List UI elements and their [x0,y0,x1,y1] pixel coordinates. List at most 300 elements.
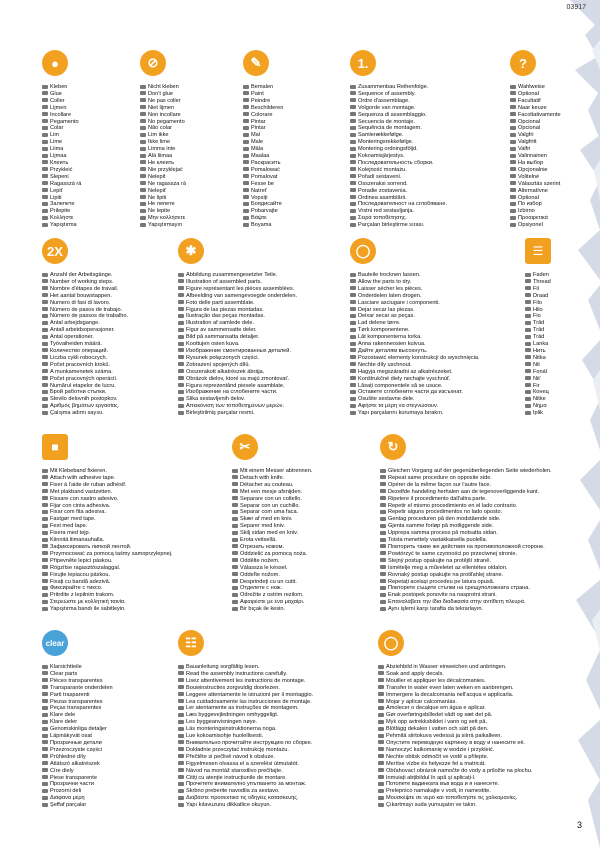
translation-line [510,84,580,91]
language-flag-icon [178,747,184,751]
translation-text: Desprindeți cu un cutit. [240,578,297,585]
language-flag-icon [42,348,48,352]
language-flag-icon [525,300,531,304]
section-decals [378,630,568,809]
language-flag-icon [380,600,386,604]
translation-text: Valgfri [518,132,534,139]
translation-text: Figur av sammensatte deler. [186,327,257,334]
translation-line [42,146,137,153]
translation-text: Yapıştırma [50,222,77,229]
language-flag-icon [42,188,48,192]
language-flag-icon [350,279,356,283]
translation-text: Боядисайте [251,201,282,208]
translation-line [525,410,575,417]
translation-line [510,119,580,126]
language-flag-icon [232,503,238,507]
language-flag-icon [525,411,531,415]
cut-lines [232,468,357,613]
language-flag-icon [243,216,249,220]
translation-text: Optional [518,194,539,201]
translation-text: Clear parts [50,670,78,677]
translation-line [178,705,373,712]
language-flag-icon [350,348,356,352]
language-flag-icon [178,685,184,689]
language-flag-icon [42,796,48,800]
translation-text: Przymocować za pomocą taśmy samoprzylepnej. [50,550,173,557]
article-number: 03917 [566,4,586,11]
language-flag-icon [42,383,48,387]
translation-text: Oddeľte nožom. [240,571,280,578]
language-flag-icon [178,761,184,765]
translation-text: Konštrukčné diely nechajte vyschnúť. [358,375,451,382]
decals-lines [378,664,568,809]
translation-text: Pomalować [251,166,280,173]
translation-line [525,383,575,390]
language-flag-icon [525,321,531,325]
translation-text: Erota veitsellä. [240,537,277,544]
language-flag-icon [525,397,531,401]
translation-line [510,181,580,188]
glue-lines [42,84,137,229]
translation-line [380,516,580,523]
language-flag-icon [510,133,516,137]
translation-text: Lăsați componentele să se usuce. [358,382,443,389]
language-flag-icon [350,167,356,171]
translation-text: Bauanleitung sorgfältig lesen. [186,664,260,670]
translation-text: Lad delene tørre. [358,320,401,327]
language-flag-icon [42,586,48,590]
language-flag-icon [42,376,48,380]
translation-text: Separar com uma faca. [240,509,299,516]
translation-line [243,174,338,181]
translation-line [178,348,363,355]
translation-text: Draad [533,292,549,299]
translation-line [525,362,575,369]
translation-text: Átlátszó alkatrészek [50,760,100,767]
translation-line [178,768,373,775]
language-flag-icon [350,293,356,297]
translation-line [350,341,520,348]
translation-text: Lim ikke [148,132,169,139]
translation-text: Onderdelen laten drogen. [358,292,422,299]
translation-text: Thread [533,278,551,285]
translation-line [178,376,363,383]
language-flag-icon [42,195,48,199]
translation-text: Nechte díly uschnout. [358,361,412,368]
translation-text: Liima [50,146,64,153]
language-flag-icon [378,740,384,744]
translation-line [42,475,227,482]
language-flag-icon [42,538,48,542]
translation-text: Fest med tape. [50,523,88,530]
translation-text: Illustration af samlede dele. [186,320,255,327]
language-flag-icon [178,362,184,366]
translation-text: Toista menettely vastakkaisella puolella. [388,537,488,544]
translation-text: Конец [533,389,549,396]
language-flag-icon [243,223,249,227]
section-read-instructions [178,630,373,809]
translation-line [42,544,227,551]
translation-text: Pintar [251,125,266,132]
translation-text: Внимательно прочитайте инструкцию по сборке. [186,739,313,746]
language-flag-icon [350,390,356,394]
translation-text: Ne ragassza rá [148,180,186,187]
translation-line [178,334,363,341]
translation-text: Lasciare asciugare i componenti. [358,299,440,306]
language-flag-icon [525,314,531,318]
language-flag-icon [243,209,249,213]
translation-line [350,313,520,320]
translation-text: Poradie zostavenia. [358,187,408,194]
translation-line [178,699,373,706]
language-flag-icon [42,397,48,401]
language-flag-icon [178,376,184,380]
language-flag-icon [178,300,184,304]
translation-line [178,389,363,396]
translation-text: Στερεώστε με κολλητική ταινία. [50,599,126,606]
translation-text: Bild på sammansatta detaljer. [186,334,260,341]
language-flag-icon [378,761,384,765]
language-flag-icon [42,475,48,479]
translation-text: Mit einem Messer abtrennen. [240,468,313,474]
language-flag-icon [350,181,356,185]
translation-line [525,313,575,320]
section-dry [350,238,520,417]
translation-line [350,369,520,376]
translation-text: Последовательность сборки. [358,159,434,166]
language-flag-icon [232,510,238,514]
language-flag-icon [510,223,516,227]
translation-text: Ordre d'assemblage. [358,97,410,104]
translation-text: Upprepa samma process på motsatta sidan. [388,530,498,537]
translation-text: Illustration of assembled parts. [186,278,262,285]
language-flag-icon [243,174,249,178]
language-flag-icon [380,538,386,542]
translation-line [510,174,580,181]
translation-line [42,215,137,222]
language-flag-icon [42,558,48,562]
translation-text: Απεικόνιση των τοποθετημένων μερών. [186,403,284,410]
language-flag-icon [42,362,48,366]
language-flag-icon [178,665,184,669]
translation-line [178,362,363,369]
language-flag-icon [178,734,184,738]
language-flag-icon [42,713,48,717]
language-flag-icon [350,355,356,359]
translation-line [243,208,338,215]
translation-line [510,215,580,222]
translation-text: Mojar y aplicar calcomanías. [386,698,457,705]
language-flag-icon [350,383,356,387]
language-flag-icon [140,202,146,206]
translation-line [350,272,520,279]
translation-line [380,592,580,599]
language-flag-icon [380,565,386,569]
language-flag-icon [378,754,384,758]
language-flag-icon [42,517,48,521]
translation-text: Rovnaký postup opakujte na protiľahlej strane. [388,571,504,578]
translation-text: Mal [251,132,261,139]
translation-text: Montering ordningsföljd. [358,146,418,153]
language-flag-icon [378,775,384,779]
translation-line [350,286,520,293]
language-flag-icon [178,390,184,394]
language-flag-icon [42,91,48,95]
translation-line [380,475,580,482]
language-flag-icon [350,376,356,380]
translation-text: Přečtěte si pečlivě návod k obsluze. [186,753,275,760]
translation-text: Nelepit [148,173,166,180]
translation-line [140,181,235,188]
language-flag-icon [380,475,386,479]
translation-text: Število delovnih postopkov. [50,396,118,403]
translation-text: Piezas transparentes [50,698,103,705]
translation-text: Kokoamisjärjestys. [358,153,405,160]
translation-line [232,509,357,516]
translation-text: Valgfritt [518,139,537,146]
language-flag-icon [380,544,386,548]
translation-line [243,215,338,222]
water-bowl-icon: ◯ [378,630,404,656]
translation-line [525,389,575,396]
language-flag-icon [380,593,386,597]
translation-line [510,105,580,112]
translation-text: Pegamento [50,118,79,125]
translation-line [178,383,363,390]
translation-text: Klare deler [50,719,78,726]
translation-text: Niet lijmen [148,104,175,111]
translation-text: Дайте деталям высохнуть. [358,347,428,354]
language-flag-icon [42,489,48,493]
language-flag-icon [510,174,516,178]
translation-line [243,125,338,132]
translation-line [350,215,510,222]
translation-text: Нить [533,347,546,354]
language-flag-icon [350,133,356,137]
language-flag-icon [243,119,249,123]
language-flag-icon [140,188,146,192]
translation-line [350,320,520,327]
translation-line [42,705,182,712]
language-flag-icon [178,342,184,346]
translation-text: Ler atentamente as instruções de montagem. [186,705,299,712]
translation-text: Volitelné [518,173,540,180]
translation-line [178,300,363,307]
language-flag-icon [243,91,249,95]
language-flag-icon [380,579,386,583]
language-flag-icon [243,181,249,185]
translation-line [380,551,580,558]
language-flag-icon [42,119,48,123]
translation-line [380,565,580,572]
thread-spool-icon: ☰ [525,238,551,264]
translation-line [378,705,568,712]
translation-line [350,195,510,202]
translation-text: Kiinnitä liimanauhalla. [50,537,105,544]
translation-text: Mit Klebeband fixieren. [50,468,107,474]
translation-line [350,362,520,369]
translation-text: Αφήστε τα μέρη να στεγνώσουν. [358,403,439,410]
translation-line [350,396,520,403]
translation-text: Lanka [533,341,549,348]
language-flag-icon [42,720,48,724]
translation-text: Läpinäkyvät osat [50,733,92,740]
translation-text: Stejný postup opakujte na protější straně. [388,557,491,564]
language-flag-icon [350,91,356,95]
language-flag-icon [42,223,48,227]
translation-line [232,579,357,586]
translation-line [243,112,338,119]
language-flag-icon [350,174,356,178]
translation-text: Προαιρετικά [518,215,548,222]
translation-line [42,768,182,775]
tape-dispenser-icon: ■ [42,434,68,460]
translation-line [243,160,338,167]
translation-line [380,523,580,530]
translation-line [380,585,580,592]
translation-text: Klarsichtteile [50,664,82,670]
translation-line [380,509,580,516]
section-thread [525,238,575,417]
translation-line [350,334,520,341]
language-flag-icon [525,293,531,297]
language-flag-icon [525,369,531,373]
translation-text: Bir bıçak ile kesin. [240,606,286,613]
translation-text: Pomalovat [251,173,278,180]
translation-text: Opcjonalnie [518,166,548,173]
translation-text: Zusammenbau Reihenfolge. [358,84,429,90]
translation-line [140,112,235,119]
translation-line [525,327,575,334]
language-flag-icon [378,713,384,717]
language-flag-icon [178,355,184,359]
language-flag-icon [42,404,48,408]
translation-text: Leggere attentamente le istruzioni per il montaggio. [186,691,314,698]
translation-text: Abbildung zusammengesetzter Teile. [186,272,278,278]
translation-text: Valfri [518,146,531,153]
translation-line [42,523,227,530]
translation-text: Skilj sidan med en kniv. [240,530,299,537]
translation-text: Választás szerint [518,180,561,187]
translation-line [350,153,510,160]
translation-text: Parti trasparenti [50,691,90,698]
translation-line [378,768,568,775]
language-flag-icon [140,174,146,178]
language-flag-icon [42,671,48,675]
translation-text: Skær af med en kniv. [240,516,293,523]
translation-text: Tråd [533,320,545,327]
language-flag-icon [243,160,249,164]
language-flag-icon [178,383,184,387]
language-flag-icon [178,713,184,717]
sequence-lines [350,84,510,229]
translation-line [140,222,235,229]
translation-text: Przykleić [50,166,73,173]
translation-line [178,671,373,678]
language-flag-icon [42,496,48,500]
translation-line [380,572,580,579]
translation-line [42,167,137,174]
translation-line [350,132,510,139]
translation-text: İplik [533,410,543,417]
translation-line [178,327,363,334]
translation-text: Gleichen Vorgang auf der gegenüberliegenden Seite wiederholen. [388,468,552,474]
section-opposite-side [380,434,580,613]
language-flag-icon [350,328,356,332]
translation-line [232,496,357,503]
translation-text: Číre diely [50,767,74,774]
language-flag-icon [42,390,48,394]
repeat-2x-icon: 2X [42,238,68,264]
language-flag-icon [178,404,184,408]
translation-text: Não colar [148,125,172,132]
translation-text: Gør overføringsbilledet vådt og sæt det på. [386,712,493,719]
translation-line [42,592,227,599]
language-flag-icon [510,160,516,164]
translation-line [380,503,580,510]
translation-line [42,201,137,208]
translation-text: Последователност на сглобяване. [358,201,448,208]
language-flag-icon [140,133,146,137]
language-flag-icon [42,279,48,283]
translation-line [42,181,137,188]
translation-line [525,272,575,279]
translation-text: Ikke lime [148,139,171,146]
translation-line [232,592,357,599]
translation-line [42,84,137,91]
translation-text: Fixar com fita adesiva. [50,509,106,516]
translation-line [140,125,235,132]
language-flag-icon [243,98,249,102]
translation-line [243,132,338,139]
step-number-icon: 1. [350,50,376,76]
translation-text: Monteringsrekkefølge. [358,139,414,146]
translation-text: Don't glue [148,90,174,97]
translation-line [350,174,510,181]
section-paint [243,50,338,229]
translation-text: Διαβάστε προσεκτικά τις οδηγίες κατασκευής. [186,795,299,802]
translation-text: Opsiyonel [518,222,543,229]
language-flag-icon [42,181,48,185]
translation-line [42,664,182,671]
translation-text: Pobarvajte [251,208,278,215]
translation-text: Návod na montáž starostlivo prečítajte. [186,767,283,774]
language-flag-icon [42,678,48,682]
language-flag-icon [350,209,356,213]
translation-line [140,208,235,215]
translation-text: Opérer de la même façon sur l'autre face. [388,481,492,488]
translation-line [380,530,580,537]
language-flag-icon [232,475,238,479]
translation-text: Les byggeanvisningen nøye. [186,719,258,726]
language-flag-icon [42,147,48,151]
translation-text: Lijmen [50,104,67,111]
translation-text: Înmuiați abțibildul în apă și aplicați-l. [386,774,476,781]
translation-text: Alternatívne [518,187,548,194]
translation-line [42,153,137,160]
language-flag-icon [378,734,384,738]
translation-line [510,139,580,146]
translation-text: Lime [50,139,63,146]
translation-text: Peças transparentes [50,705,102,712]
translation-text: Secuencia de montaje. [358,118,415,125]
translation-text: Przezroczyste części [50,746,103,753]
language-flag-icon [42,761,48,765]
translation-text: Numărul etapelor de lucru. [50,382,116,389]
translation-line [525,279,575,286]
translation-text: Peindre [251,97,271,104]
language-flag-icon [232,524,238,528]
